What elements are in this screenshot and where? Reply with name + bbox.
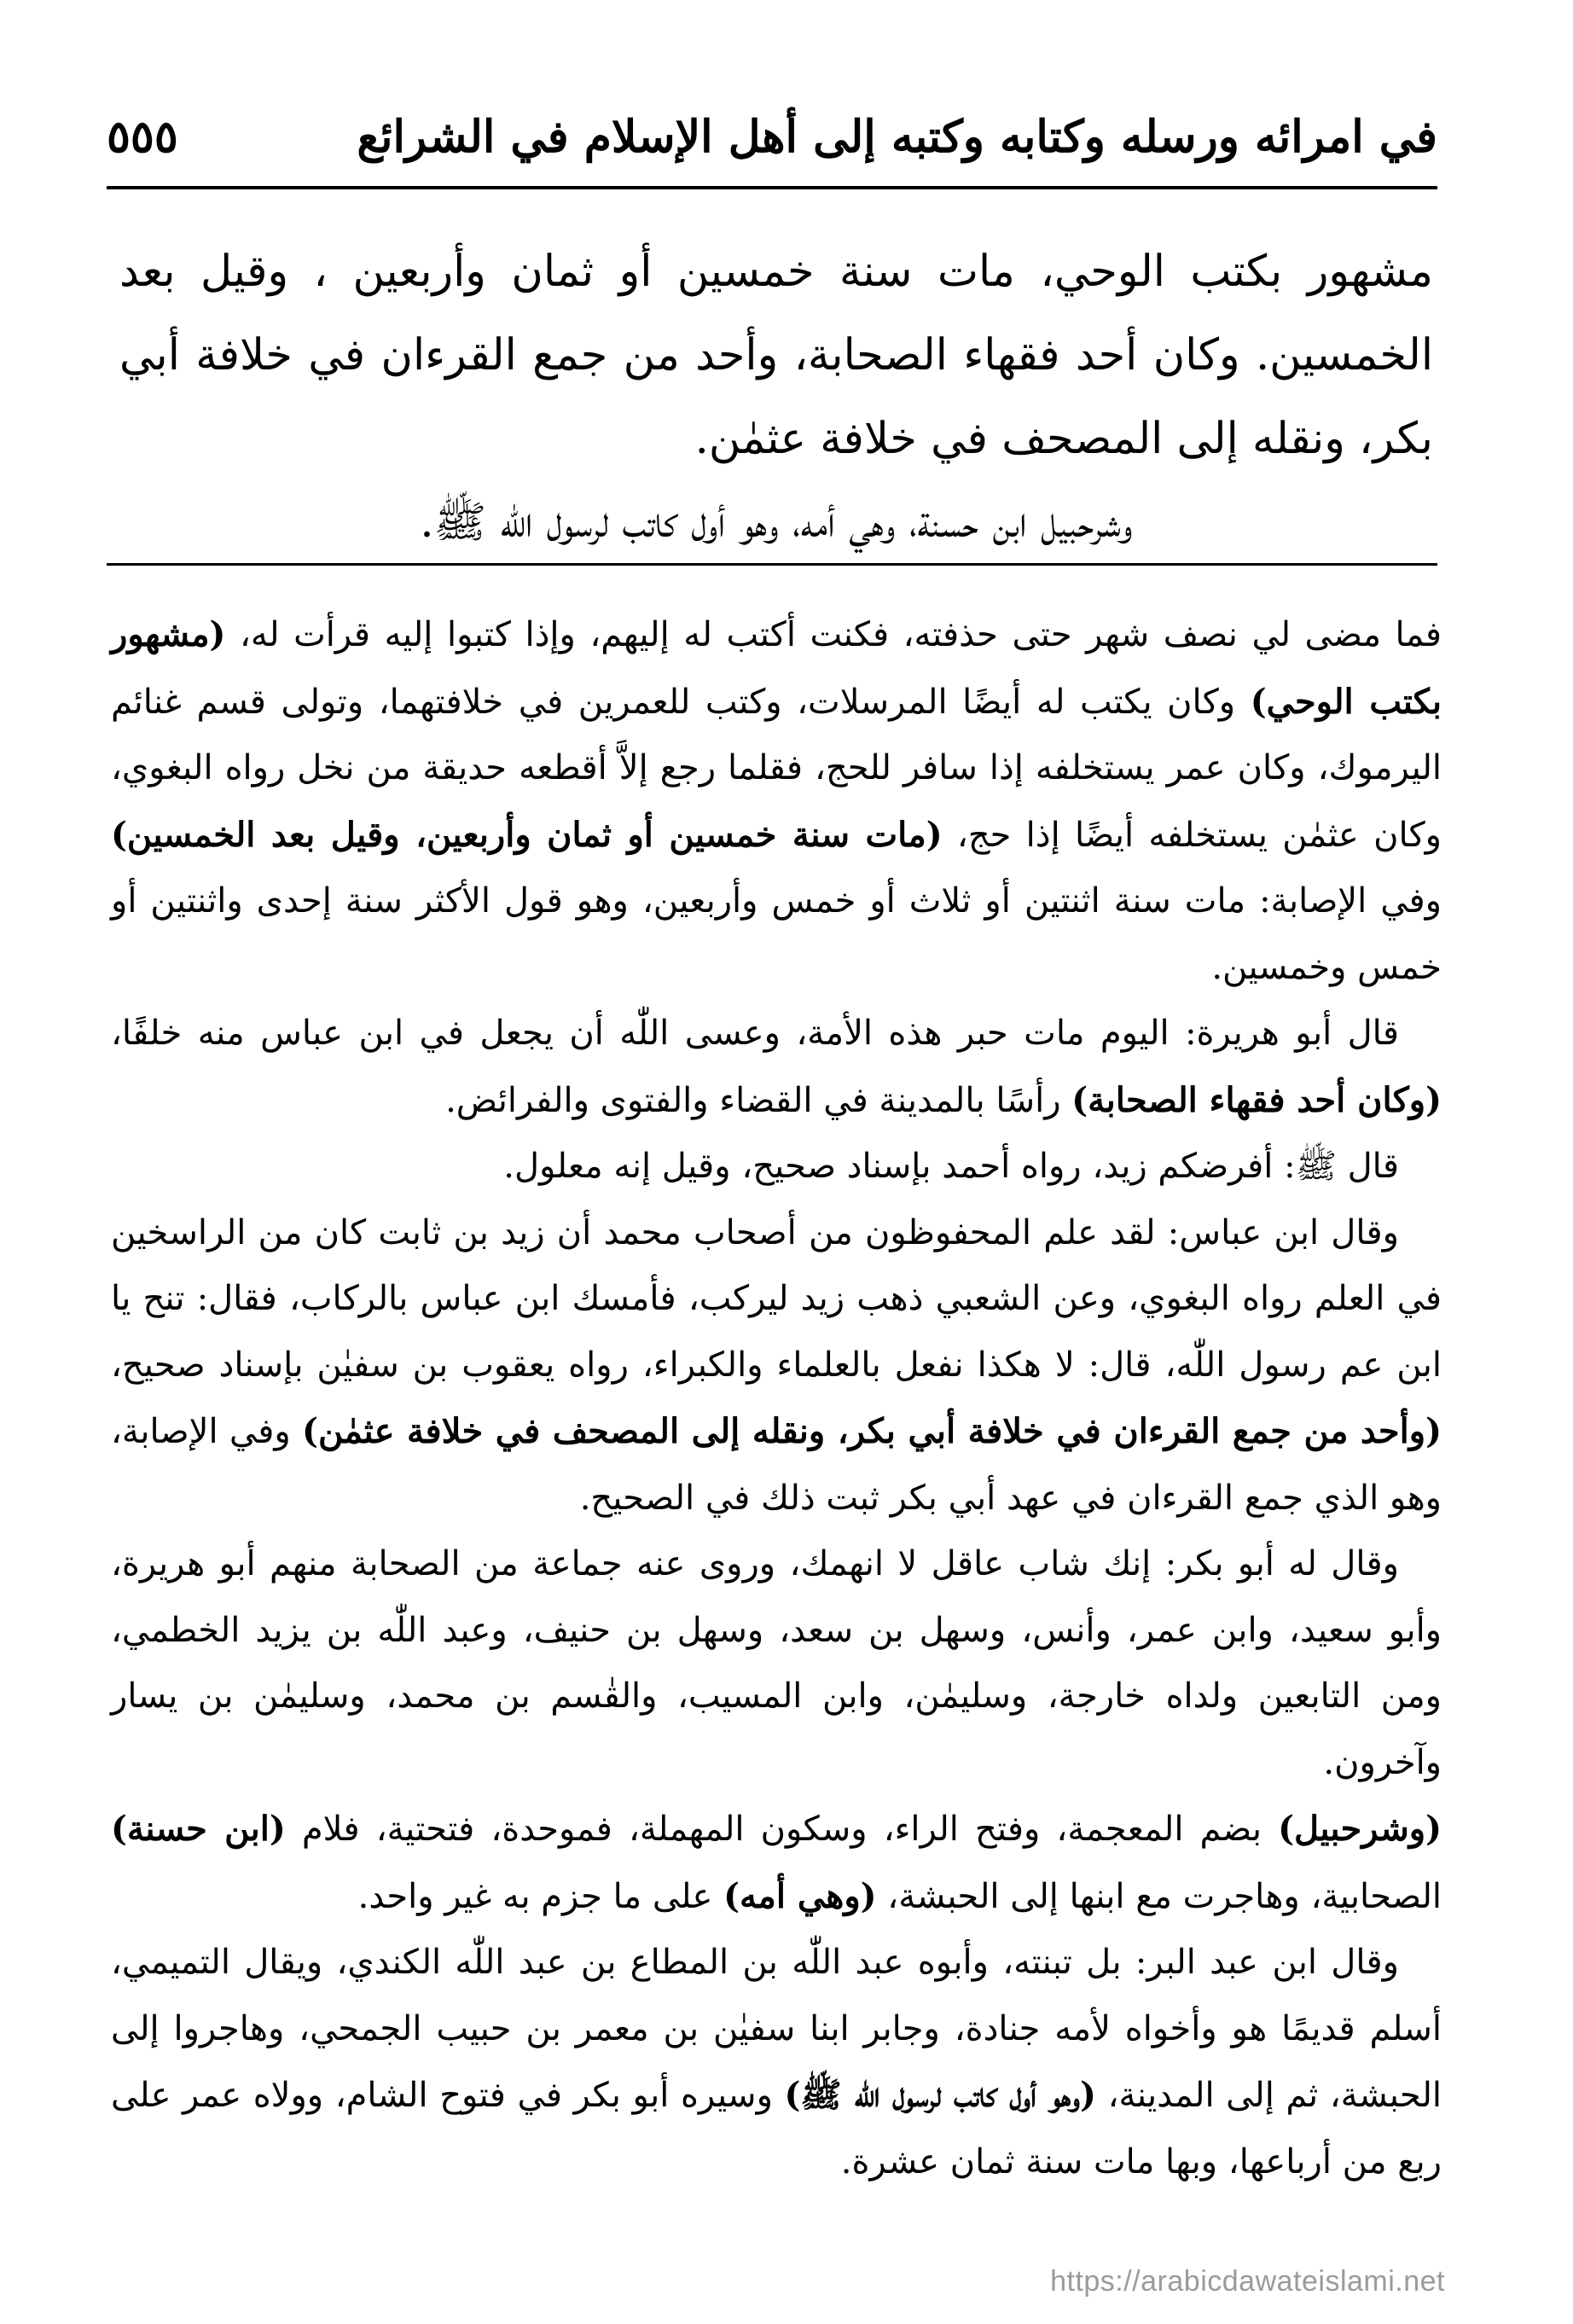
commentary-text: وقال له أبو بكر: إنك شاب عاقل لا انهمك، وروى عنه جماعة من الصحابة منهم أبو هريرة، وأبو سعيد، وابن عمر، وأنس، وسهل بن سعد، وسهل بن حنيف، وعبد اللّٰه بن يزيد الخطمي، ومن التابعين ولداه خارجة، وسليمٰن، وابن المسيب، والقٰسم بن محمد، وسليمٰن بن يسار وآخرون. xyxy=(111,1544,1442,1782)
quoted-main-text: (وكان أحد فقهاء الصحابة) xyxy=(1071,1079,1442,1120)
commentary-text: وسيره أبو بكر في فتوح الشام، وولاه عمر على ربع من أرباعها، وبها مات سنة ثمان عشرة. xyxy=(111,2076,1442,2182)
main-text-paragraph-1: مشهور بكتب الوحي، مات سنة خمسين أو ثمان وأربعين ، وقيل بعد الخمسين. وكان أحد فقهاء الصحابة، وأحد من جمع القرءان في خلافة أبي بكر، ونقله إلى المصحف في خلافة عثمٰن. xyxy=(119,247,1433,464)
quoted-main-text: (وشرحبيل) xyxy=(1278,1809,1442,1849)
quoted-main-text: (وهو أول كاتب لرسول اللّٰه ﷺ) xyxy=(784,2075,1096,2115)
commentary-text: قال أبو هريرة: اليوم مات حبر هذه الأمة، وعسى اللّٰه أن يجعل في ابن عباس منه خلفًا، xyxy=(111,1014,1399,1053)
commentary-text: على ما جزم به غير واحد. xyxy=(357,1876,724,1916)
running-title: في امرائه ورسله وكتابه وكتبه إلى أهل الإسلام في الشرائع xyxy=(357,111,1437,163)
commentary-text: رأسًا بالمدينة في القضاء والفتوى والفرائض. xyxy=(445,1080,1072,1120)
commentary xyxy=(111,601,1442,2195)
commentary-text: بضم المعجمة، وفتح الراء، وسكون المهملة، فموحدة، فتحتية، فلام xyxy=(285,1810,1279,1849)
commentary-text: وقال ابن عبد البر: بل تبنته، وأبوه عبد اللّٰه بن المطاع بن عبد اللّٰه الكندي، ويقال التميمي، أسلم قديمًا هو وأخواه لأمه جنادة، وجابر ابنا سفيٰن بن معمر بن حبيب الجمحي، وهاجروا إلى الحبشة، ثم إلى المدينة، xyxy=(111,1943,1442,2115)
commentary-paragraph xyxy=(111,1134,1442,1200)
commentary-paragraph xyxy=(111,1930,1442,2195)
quoted-main-text: (وهي أمه) xyxy=(723,1875,877,1916)
header-rule xyxy=(107,186,1437,189)
commentary-text: وفي الإصابة: مات سنة اثنتين أو ثلاث أو خمس وأربعين، وهو قول الأكثر سنة إحدى واثنتين أو خمس وخمسين. xyxy=(111,881,1442,987)
commentary-text: وفي الإصابة، وهو الذي جمع القرءان في عهد أبي بكر ثبت ذلك في الصحيح. xyxy=(111,1412,1442,1518)
commentary-text: قال ﷺ: أفرضكم زيد، رواه أحمد بإسناد صحيح، وقيل إنه معلول. xyxy=(503,1147,1399,1186)
commentary-text: وكان يكتب له أيضًا المرسلات، وكتب للعمرين في خلافتهما، وتولى قسم غنائم اليرموك، وكان عمر يستخلفه إذا سافر للحج، فقلما رجع إلاَّ أقطعه حديقة من نخل رواه البغوي، وكان عثمٰن يستخلفه أيضًا إذا حج، xyxy=(111,682,1442,855)
main-text xyxy=(119,230,1433,565)
commentary-paragraph xyxy=(111,601,1442,1001)
main-text-paragraph-2: وشرحبيل ابن حسنة، وهي أمه، وهو أول كاتب لرسول الله ﷺ. xyxy=(420,497,1133,548)
commentary-paragraph xyxy=(111,1531,1442,1796)
quoted-main-text: (مات سنة خمسين أو ثمان وأربعين، وقيل بعد الخمسين) xyxy=(111,814,943,855)
quoted-main-text: (مشهور بكتب الوحي) xyxy=(111,614,1442,722)
commentary-paragraph xyxy=(111,1796,1442,1930)
quoted-main-text: (ابن حسنة) xyxy=(111,1809,286,1849)
commentary-paragraph xyxy=(111,1200,1442,1532)
page-number: ٥٥٥ xyxy=(107,111,178,163)
page-header xyxy=(107,101,1437,177)
commentary-text: فما مضى لي نصف شهر حتى حذفته، فكنت أكتب له إليهم، وإذا كتبوا إليه قرأت له، xyxy=(225,615,1442,654)
commentary-paragraph xyxy=(111,1001,1442,1134)
commentary-text: وقال ابن عباس: لقد علم المحفوظون من أصحاب محمد أن زيد بن ثابت كان من الراسخين في العلم رواه البغوي، وعن الشعبي ذهب زيد ليركب، فأمسك ابن عباس بالركاب، فقال: تنح يا ابن عم رسول اللّٰه، قال: لا هكذا نفعل بالعلماء والكبراء، رواه يعقوب بن سفيٰن بإسناد صحيح، xyxy=(111,1212,1442,1385)
watermark-url: https://arabicdawateislami.net xyxy=(1050,2265,1445,2298)
quoted-main-text: (وأحد من جمع القرءان في خلافة أبي بكر، ونقله إلى المصحف في خلافة عثمٰن) xyxy=(302,1411,1442,1451)
commentary-text: الصحابية، وهاجرت مع ابنها إلى الحبشة، xyxy=(876,1876,1442,1916)
section-divider xyxy=(107,563,1437,566)
